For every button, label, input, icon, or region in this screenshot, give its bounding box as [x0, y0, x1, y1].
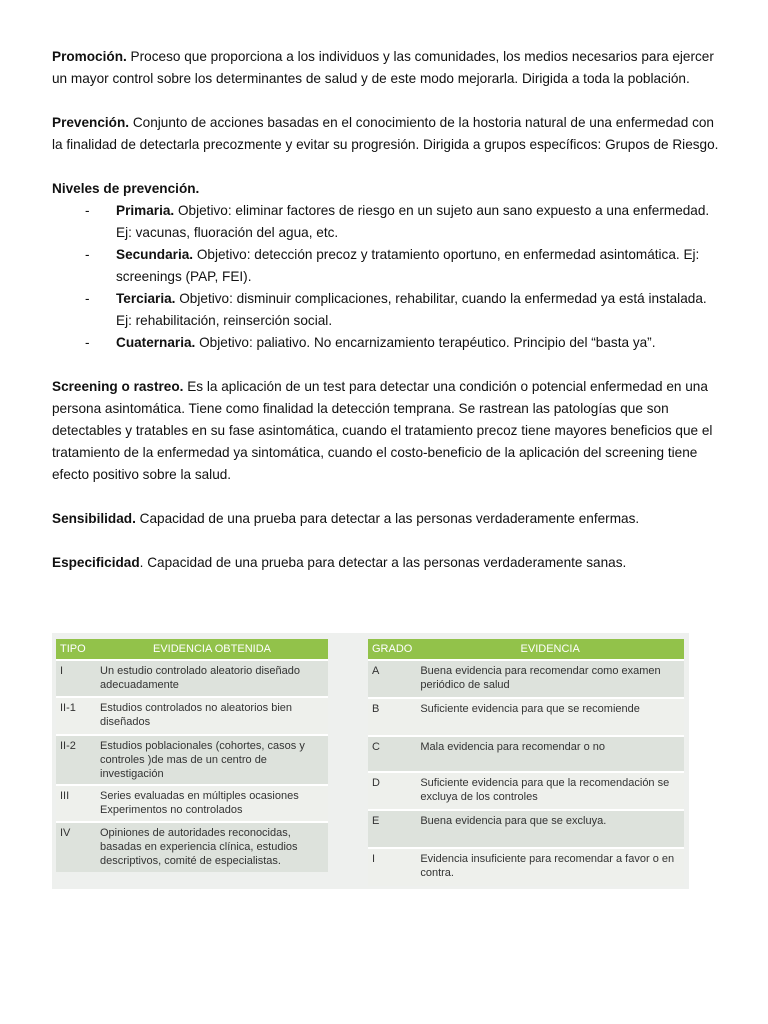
screening-term: Screening o rastreo. — [52, 379, 184, 394]
especificidad-term: Especificidad — [52, 555, 140, 570]
grado-cell: D — [368, 772, 416, 810]
recommendation-grade-table — [368, 639, 684, 886]
evidencia-cell: Estudios controlados no aleatorios bien diseñados — [96, 697, 328, 735]
table-row — [368, 660, 684, 698]
evidencia-cell: Estudios poblacionales (cohortes, casos y controles )de mas de un centro de investigación — [96, 735, 328, 785]
nivel-term: Terciaria. — [116, 291, 176, 306]
evidencia-cell: Buena evidencia para que se excluya. — [416, 810, 684, 848]
list-dash: - — [85, 203, 90, 218]
nivel-text: Objetivo: detección precoz y tratamiento oportuno, en enfermedad asintomática. Ej: screenings (PAP, FEI). — [116, 247, 700, 284]
column-header-evidencia-obtenida: EVIDENCIA OBTENIDA — [96, 639, 328, 660]
table-row — [368, 810, 684, 848]
promocion-paragraph — [52, 46, 720, 90]
nivel-term: Primaria. — [116, 203, 175, 218]
grado-cell: C — [368, 736, 416, 772]
evidencia-cell: Evidencia insuficiente para recomendar a favor o en contra. — [416, 848, 684, 886]
table-header-row — [56, 639, 328, 660]
evidence-tables-image — [52, 633, 689, 889]
evidence-type-table — [56, 639, 328, 872]
table-header-row — [368, 639, 684, 660]
screening-text: Es la aplicación de un test para detectar una condición o potencial enfermedad en una persona asintomática. Tiene como finalidad la detección temprana. Se rastrean las patologías que son detectables y tratables en su fase asintomática, cuando el tratamiento precoz tiene mayores beneficios que el tratamiento de la enfermedad ya sintomática, cuando el costo-beneficio de la aplicación del screening tiene efecto positivo sobre la salud. — [52, 379, 713, 482]
especificidad-text: . Capacidad de una prueba para detectar a las personas verdaderamente sanas. — [139, 555, 627, 570]
prevencion-paragraph — [52, 112, 720, 156]
tipo-cell: II-1 — [56, 697, 96, 735]
grado-cell: I — [368, 848, 416, 886]
promocion-text: Proceso que proporciona a los individuos y las comunidades, los medios necesarios para ejercer un mayor control sobre los determinantes de salud y de este modo mejorarla. Dirigida a toda la población. — [52, 49, 714, 86]
column-header-evidencia: EVIDENCIA — [416, 639, 684, 660]
nivel-cuaternaria — [52, 332, 720, 354]
table-row — [368, 848, 684, 886]
screening-paragraph — [52, 376, 720, 486]
promocion-term: Promoción. — [52, 49, 127, 64]
sensibilidad-paragraph — [52, 508, 720, 530]
column-header-tipo: TIPO — [56, 639, 96, 660]
prevencion-text: Conjunto de acciones basadas en el conocimiento de la hostoria natural de una enfermedad con la finalidad de detectarla precozmente y evitar su progresión. Dirigida a grupos específicos: Grupos de Riesgo. — [52, 115, 719, 152]
list-dash: - — [85, 247, 90, 262]
table-row — [56, 660, 328, 697]
nivel-term: Secundaria. — [116, 247, 194, 262]
evidencia-cell: Buena evidencia para recomendar como examen periódico de salud — [416, 660, 684, 698]
sensibilidad-text: Capacidad de una prueba para detectar a las personas verdaderamente enfermas. — [135, 511, 640, 526]
especificidad-paragraph — [52, 552, 720, 574]
list-dash: - — [85, 335, 90, 350]
table-row — [56, 697, 328, 735]
tipo-cell: II-2 — [56, 735, 96, 785]
niveles-list — [52, 200, 720, 354]
tipo-cell: IV — [56, 822, 96, 872]
grado-cell: B — [368, 698, 416, 736]
table-row — [56, 822, 328, 872]
tipo-cell: I — [56, 660, 96, 697]
nivel-text: Objetivo: disminuir complicaciones, rehabilitar, cuando la enfermedad ya está instalada. Ej: rehabilitación, reinserción social. — [116, 291, 707, 328]
nivel-secundaria — [52, 244, 720, 288]
column-header-grado: GRADO — [368, 639, 416, 660]
nivel-text: Objetivo: eliminar factores de riesgo en un sujeto aun sano expuesto a una enfermedad. Ej: vacunas, fluoración del agua, etc. — [116, 203, 710, 240]
evidencia-cell: Opiniones de autoridades reconocidas, basadas en experiencia clínica, estudios descriptivos, comité de especialistas. — [96, 822, 328, 872]
table-row — [368, 698, 684, 736]
table-row — [368, 772, 684, 810]
grado-cell: A — [368, 660, 416, 698]
table-row — [56, 735, 328, 785]
prevencion-term: Prevención. — [52, 115, 130, 130]
nivel-term: Cuaternaria. — [116, 335, 196, 350]
nivel-terciaria — [52, 288, 720, 332]
evidencia-cell: Suficiente evidencia para que se recomiende — [416, 698, 684, 736]
evidencia-cell: Suficiente evidencia para que la recomendación se excluya de los controles — [416, 772, 684, 810]
nivel-text: Objetivo: paliativo. No encarnizamiento terapéutico. Principio del “basta ya”. — [195, 335, 656, 350]
table-row — [368, 736, 684, 772]
document-body — [52, 46, 720, 596]
niveles-heading: Niveles de prevención. — [52, 181, 200, 196]
evidencia-cell: Series evaluadas en múltiples ocasiones Experimentos no controlados — [96, 785, 328, 822]
grado-cell: E — [368, 810, 416, 848]
sensibilidad-term: Sensibilidad. — [52, 511, 136, 526]
tipo-cell: III — [56, 785, 96, 822]
table-row — [56, 785, 328, 822]
evidencia-cell: Mala evidencia para recomendar o no — [416, 736, 684, 772]
nivel-primaria — [52, 200, 720, 244]
evidencia-cell: Un estudio controlado aleatorio diseñado adecuadamente — [96, 660, 328, 697]
list-dash: - — [85, 291, 90, 306]
